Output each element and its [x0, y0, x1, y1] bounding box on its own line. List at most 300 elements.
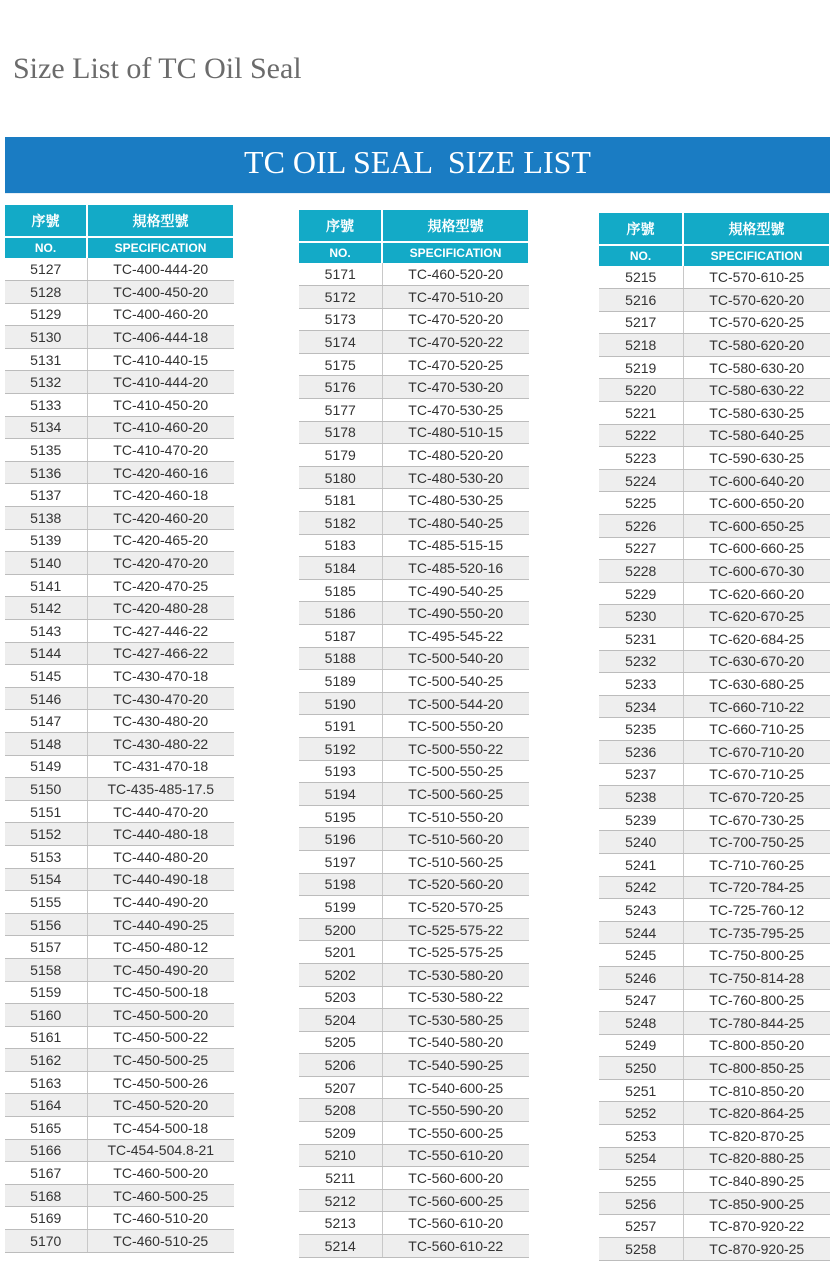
page-title: Size List of TC Oil Seal — [13, 52, 302, 85]
table-row — [299, 286, 529, 309]
row-specification: TC-580-640-25 — [683, 424, 830, 447]
row-number: 5227 — [599, 537, 683, 560]
row-specification: TC-500-550-25 — [382, 760, 529, 783]
row-number: 5245 — [599, 944, 683, 967]
row-number: 5247 — [599, 989, 683, 1012]
table-row — [299, 376, 529, 399]
table-row — [599, 628, 830, 651]
row-number: 5130 — [5, 326, 87, 349]
table-row — [5, 1049, 234, 1072]
row-number: 5204 — [299, 1009, 382, 1032]
row-specification: TC-725-760-12 — [683, 899, 830, 922]
row-specification: TC-660-710-25 — [683, 718, 830, 741]
row-number: 5134 — [5, 416, 87, 439]
table-row — [299, 1054, 529, 1077]
table-row — [5, 348, 234, 371]
table-row — [5, 958, 234, 981]
row-number: 5166 — [5, 1139, 87, 1162]
row-specification: TC-460-500-25 — [87, 1184, 234, 1207]
row-number: 5197 — [299, 850, 382, 873]
table-row — [299, 986, 529, 1009]
row-number: 5232 — [599, 650, 683, 673]
row-number: 5206 — [299, 1054, 382, 1077]
row-number: 5146 — [5, 687, 87, 710]
row-number: 5136 — [5, 461, 87, 484]
table-row — [5, 981, 234, 1004]
row-specification: TC-400-444-20 — [87, 258, 234, 281]
table-row — [599, 763, 830, 786]
row-number: 5183 — [299, 534, 382, 557]
row-specification: TC-500-540-20 — [382, 647, 529, 670]
row-number: 5140 — [5, 552, 87, 575]
table-row — [599, 650, 830, 673]
table-row — [5, 326, 234, 349]
row-specification: TC-670-710-20 — [683, 740, 830, 763]
row-number: 5182 — [299, 512, 382, 535]
header-no-en: NO. — [5, 237, 87, 258]
row-number: 5249 — [599, 1034, 683, 1057]
table-row — [299, 331, 529, 354]
row-number: 5129 — [5, 303, 87, 326]
row-number: 5180 — [299, 466, 382, 489]
table-row — [5, 281, 234, 304]
table-row — [599, 1147, 830, 1170]
table-row — [299, 1167, 529, 1190]
table-row — [599, 469, 830, 492]
row-specification: TC-660-710-22 — [683, 695, 830, 718]
table-row — [299, 1189, 529, 1212]
row-specification: TC-600-650-20 — [683, 492, 830, 515]
row-specification: TC-760-800-25 — [683, 989, 830, 1012]
row-specification: TC-560-610-20 — [382, 1212, 529, 1235]
table-row — [599, 334, 830, 357]
row-specification: TC-735-795-25 — [683, 921, 830, 944]
table-row — [599, 289, 830, 312]
table-row — [5, 868, 234, 891]
row-number: 5195 — [299, 805, 382, 828]
row-number: 5139 — [5, 529, 87, 552]
row-number: 5194 — [299, 783, 382, 806]
table-row — [5, 303, 234, 326]
row-specification: TC-500-544-20 — [382, 692, 529, 715]
table-row — [299, 399, 529, 422]
table-row — [299, 715, 529, 738]
row-number: 5135 — [5, 439, 87, 462]
table-row — [5, 620, 234, 643]
table-row — [599, 853, 830, 876]
table-row — [299, 1144, 529, 1167]
row-number: 5192 — [299, 737, 382, 760]
row-number: 5226 — [599, 515, 683, 538]
table-row — [5, 597, 234, 620]
table-row — [299, 263, 529, 286]
row-number: 5251 — [599, 1079, 683, 1102]
row-specification: TC-580-630-22 — [683, 379, 830, 402]
row-specification: TC-750-800-25 — [683, 944, 830, 967]
row-specification: TC-540-580-20 — [382, 1031, 529, 1054]
table-row — [599, 695, 830, 718]
row-number: 5224 — [599, 469, 683, 492]
table-row — [299, 896, 529, 919]
row-number: 5165 — [5, 1117, 87, 1140]
row-specification: TC-600-640-20 — [683, 469, 830, 492]
row-number: 5239 — [599, 808, 683, 831]
table-row — [299, 602, 529, 625]
row-specification: TC-406-444-18 — [87, 326, 234, 349]
table-row — [599, 808, 830, 831]
table-row — [599, 582, 830, 605]
table-row — [5, 891, 234, 914]
row-number: 5200 — [299, 918, 382, 941]
row-specification: TC-450-500-25 — [87, 1049, 234, 1072]
row-specification: TC-670-730-25 — [683, 808, 830, 831]
row-number: 5240 — [599, 831, 683, 854]
table-row — [5, 1230, 234, 1253]
row-specification: TC-500-560-25 — [382, 783, 529, 806]
row-number: 5216 — [599, 289, 683, 312]
table-row — [599, 379, 830, 402]
table-row — [599, 1012, 830, 1035]
table-row — [299, 647, 529, 670]
row-specification: TC-485-515-15 — [382, 534, 529, 557]
row-specification: TC-840-890-25 — [683, 1170, 830, 1193]
row-specification: TC-550-610-20 — [382, 1144, 529, 1167]
row-number: 5207 — [299, 1076, 382, 1099]
row-number: 5199 — [299, 896, 382, 919]
row-number: 5149 — [5, 755, 87, 778]
row-specification: TC-540-600-25 — [382, 1076, 529, 1099]
table-row — [299, 534, 529, 557]
table-row — [599, 921, 830, 944]
row-number: 5254 — [599, 1147, 683, 1170]
table-row — [299, 557, 529, 580]
row-number: 5144 — [5, 642, 87, 665]
table-row — [5, 687, 234, 710]
row-specification: TC-430-470-18 — [87, 665, 234, 688]
row-specification: TC-600-660-25 — [683, 537, 830, 560]
row-specification: TC-470-530-20 — [382, 376, 529, 399]
header-spec-en: SPECIFICATION — [382, 242, 529, 263]
row-specification: TC-510-560-20 — [382, 828, 529, 851]
row-number: 5153 — [5, 845, 87, 868]
row-specification: TC-750-814-28 — [683, 966, 830, 989]
table-row — [299, 1009, 529, 1032]
table-row — [5, 461, 234, 484]
row-specification: TC-710-760-25 — [683, 853, 830, 876]
row-specification: TC-485-520-16 — [382, 557, 529, 580]
row-specification: TC-420-465-20 — [87, 529, 234, 552]
row-specification: TC-470-520-25 — [382, 353, 529, 376]
row-number: 5256 — [599, 1192, 683, 1215]
row-specification: TC-460-510-25 — [87, 1230, 234, 1253]
row-number: 5225 — [599, 492, 683, 515]
row-number: 5230 — [599, 605, 683, 628]
table-row — [5, 1004, 234, 1027]
row-number: 5214 — [299, 1235, 382, 1258]
row-number: 5163 — [5, 1071, 87, 1094]
row-specification: TC-630-670-20 — [683, 650, 830, 673]
row-specification: TC-420-460-20 — [87, 507, 234, 530]
row-specification: TC-525-575-22 — [382, 918, 529, 941]
table-row — [5, 1139, 234, 1162]
row-number: 5151 — [5, 800, 87, 823]
row-specification: TC-870-920-22 — [683, 1215, 830, 1238]
row-number: 5155 — [5, 891, 87, 914]
table-row — [299, 1099, 529, 1122]
table-row — [599, 966, 830, 989]
row-number: 5237 — [599, 763, 683, 786]
row-specification: TC-490-550-20 — [382, 602, 529, 625]
row-number: 5148 — [5, 732, 87, 755]
table-row — [599, 786, 830, 809]
size-table-2 — [299, 210, 530, 1258]
row-number: 5157 — [5, 936, 87, 959]
row-number: 5184 — [299, 557, 382, 580]
row-specification: TC-427-466-22 — [87, 642, 234, 665]
row-specification: TC-480-530-20 — [382, 466, 529, 489]
table-row — [599, 876, 830, 899]
row-number: 5175 — [299, 353, 382, 376]
row-number: 5241 — [599, 853, 683, 876]
table-row — [299, 760, 529, 783]
row-specification: TC-420-480-28 — [87, 597, 234, 620]
row-specification: TC-550-600-25 — [382, 1122, 529, 1145]
table-row — [5, 394, 234, 417]
row-number: 5159 — [5, 981, 87, 1004]
table-row — [299, 941, 529, 964]
row-specification: TC-427-446-22 — [87, 620, 234, 643]
row-number: 5173 — [299, 308, 382, 331]
row-number: 5174 — [299, 331, 382, 354]
row-number: 5203 — [299, 986, 382, 1009]
size-table-3 — [599, 213, 831, 1261]
table-row — [599, 311, 830, 334]
table-row — [599, 605, 830, 628]
row-specification: TC-510-550-20 — [382, 805, 529, 828]
row-specification: TC-410-444-20 — [87, 371, 234, 394]
row-number: 5234 — [599, 695, 683, 718]
row-number: 5187 — [299, 625, 382, 648]
row-specification: TC-850-900-25 — [683, 1192, 830, 1215]
row-number: 5229 — [599, 582, 683, 605]
table-row — [299, 963, 529, 986]
row-number: 5188 — [299, 647, 382, 670]
table-row — [599, 1079, 830, 1102]
row-number: 5208 — [299, 1099, 382, 1122]
row-specification: TC-500-540-25 — [382, 670, 529, 693]
table-row — [299, 421, 529, 444]
table-row — [5, 823, 234, 846]
table-row — [299, 489, 529, 512]
table-row — [5, 1162, 234, 1185]
row-specification: TC-435-485-17.5 — [87, 778, 234, 801]
row-specification: TC-510-560-25 — [382, 850, 529, 873]
row-specification: TC-480-530-25 — [382, 489, 529, 512]
row-specification: TC-480-510-15 — [382, 421, 529, 444]
row-specification: TC-520-570-25 — [382, 896, 529, 919]
table-row — [599, 1238, 830, 1261]
row-specification: TC-560-600-20 — [382, 1167, 529, 1190]
row-number: 5213 — [299, 1212, 382, 1235]
row-specification: TC-580-630-20 — [683, 356, 830, 379]
table-row — [299, 1031, 529, 1054]
table-row — [299, 692, 529, 715]
row-number: 5191 — [299, 715, 382, 738]
row-number: 5167 — [5, 1162, 87, 1185]
row-number: 5196 — [299, 828, 382, 851]
row-number: 5209 — [299, 1122, 382, 1145]
row-number: 5205 — [299, 1031, 382, 1054]
table-row — [299, 308, 529, 331]
row-number: 5193 — [299, 760, 382, 783]
row-specification: TC-560-610-22 — [382, 1235, 529, 1258]
row-number: 5147 — [5, 710, 87, 733]
row-number: 5246 — [599, 966, 683, 989]
table-row — [299, 1122, 529, 1145]
row-number: 5131 — [5, 348, 87, 371]
row-number: 5258 — [599, 1238, 683, 1261]
row-specification: TC-470-520-20 — [382, 308, 529, 331]
row-specification: TC-470-530-25 — [382, 399, 529, 422]
title-banner — [5, 137, 830, 193]
table-row — [299, 783, 529, 806]
row-specification: TC-410-460-20 — [87, 416, 234, 439]
table-row — [5, 1184, 234, 1207]
row-specification: TC-400-460-20 — [87, 303, 234, 326]
table-row — [599, 266, 830, 289]
row-specification: TC-440-480-18 — [87, 823, 234, 846]
row-number: 5128 — [5, 281, 87, 304]
table-row — [599, 673, 830, 696]
row-number: 5252 — [599, 1102, 683, 1125]
row-specification: TC-600-650-25 — [683, 515, 830, 538]
row-specification: TC-550-590-20 — [382, 1099, 529, 1122]
row-specification: TC-410-450-20 — [87, 394, 234, 417]
table-row — [5, 710, 234, 733]
row-number: 5154 — [5, 868, 87, 891]
table-row — [599, 989, 830, 1012]
row-number: 5145 — [5, 665, 87, 688]
table-row — [5, 371, 234, 394]
row-specification: TC-450-490-20 — [87, 958, 234, 981]
table-row — [5, 1207, 234, 1230]
row-specification: TC-431-470-18 — [87, 755, 234, 778]
row-specification: TC-800-850-20 — [683, 1034, 830, 1057]
table-row — [599, 1057, 830, 1080]
row-number: 5177 — [299, 399, 382, 422]
row-specification: TC-430-480-20 — [87, 710, 234, 733]
table-row — [5, 778, 234, 801]
header-no-en: NO. — [299, 242, 382, 263]
row-specification: TC-460-500-20 — [87, 1162, 234, 1185]
row-specification: TC-400-450-20 — [87, 281, 234, 304]
row-specification: TC-870-920-25 — [683, 1238, 830, 1261]
row-number: 5212 — [299, 1189, 382, 1212]
table-row — [299, 466, 529, 489]
table-row — [5, 416, 234, 439]
row-specification: TC-560-600-25 — [382, 1189, 529, 1212]
row-specification: TC-820-870-25 — [683, 1125, 830, 1148]
row-number: 5221 — [599, 402, 683, 425]
table-row — [5, 800, 234, 823]
row-number: 5231 — [599, 628, 683, 651]
row-specification: TC-410-440-15 — [87, 348, 234, 371]
table-row — [299, 353, 529, 376]
row-specification: TC-525-575-25 — [382, 941, 529, 964]
table-row — [299, 918, 529, 941]
table-row — [5, 913, 234, 936]
row-specification: TC-630-680-25 — [683, 673, 830, 696]
row-specification: TC-454-500-18 — [87, 1117, 234, 1140]
header-spec-cn: 規格型號 — [683, 213, 830, 245]
row-number: 5257 — [599, 1215, 683, 1238]
table-row — [5, 1071, 234, 1094]
table-row — [5, 574, 234, 597]
table-row — [299, 512, 529, 535]
row-number: 5152 — [5, 823, 87, 846]
row-number: 5171 — [299, 263, 382, 286]
table-row — [599, 537, 830, 560]
row-number: 5219 — [599, 356, 683, 379]
row-number: 5162 — [5, 1049, 87, 1072]
row-number: 5211 — [299, 1167, 382, 1190]
table-row — [5, 1026, 234, 1049]
row-number: 5250 — [599, 1057, 683, 1080]
row-specification: TC-420-460-16 — [87, 461, 234, 484]
table-row — [599, 1102, 830, 1125]
table-row — [599, 356, 830, 379]
table-row — [5, 845, 234, 868]
row-number: 5142 — [5, 597, 87, 620]
row-specification: TC-800-850-25 — [683, 1057, 830, 1080]
row-number: 5202 — [299, 963, 382, 986]
row-specification: TC-450-500-20 — [87, 1004, 234, 1027]
table-row — [599, 1215, 830, 1238]
row-specification: TC-420-470-20 — [87, 552, 234, 575]
row-specification: TC-430-480-22 — [87, 732, 234, 755]
table-row — [5, 507, 234, 530]
row-number: 5137 — [5, 484, 87, 507]
row-specification: TC-570-620-20 — [683, 289, 830, 312]
row-number: 5244 — [599, 921, 683, 944]
row-specification: TC-590-630-25 — [683, 447, 830, 470]
table-row — [599, 515, 830, 538]
row-specification: TC-810-850-20 — [683, 1079, 830, 1102]
row-specification: TC-450-500-18 — [87, 981, 234, 1004]
row-specification: TC-454-504.8-21 — [87, 1139, 234, 1162]
header-spec-cn: 規格型號 — [382, 210, 529, 242]
row-specification: TC-700-750-25 — [683, 831, 830, 854]
row-number: 5235 — [599, 718, 683, 741]
row-number: 5238 — [599, 786, 683, 809]
table-row — [5, 665, 234, 688]
row-number: 5156 — [5, 913, 87, 936]
table-row — [599, 1192, 830, 1215]
row-number: 5143 — [5, 620, 87, 643]
table-row — [599, 1125, 830, 1148]
row-specification: TC-440-490-18 — [87, 868, 234, 891]
table-row — [299, 805, 529, 828]
row-number: 5228 — [599, 560, 683, 583]
row-specification: TC-620-670-25 — [683, 605, 830, 628]
table-row — [299, 1235, 529, 1258]
row-specification: TC-620-684-25 — [683, 628, 830, 651]
row-specification: TC-530-580-22 — [382, 986, 529, 1009]
row-number: 5243 — [599, 899, 683, 922]
table-row — [299, 1076, 529, 1099]
row-specification: TC-470-510-20 — [382, 286, 529, 309]
table-row — [5, 732, 234, 755]
